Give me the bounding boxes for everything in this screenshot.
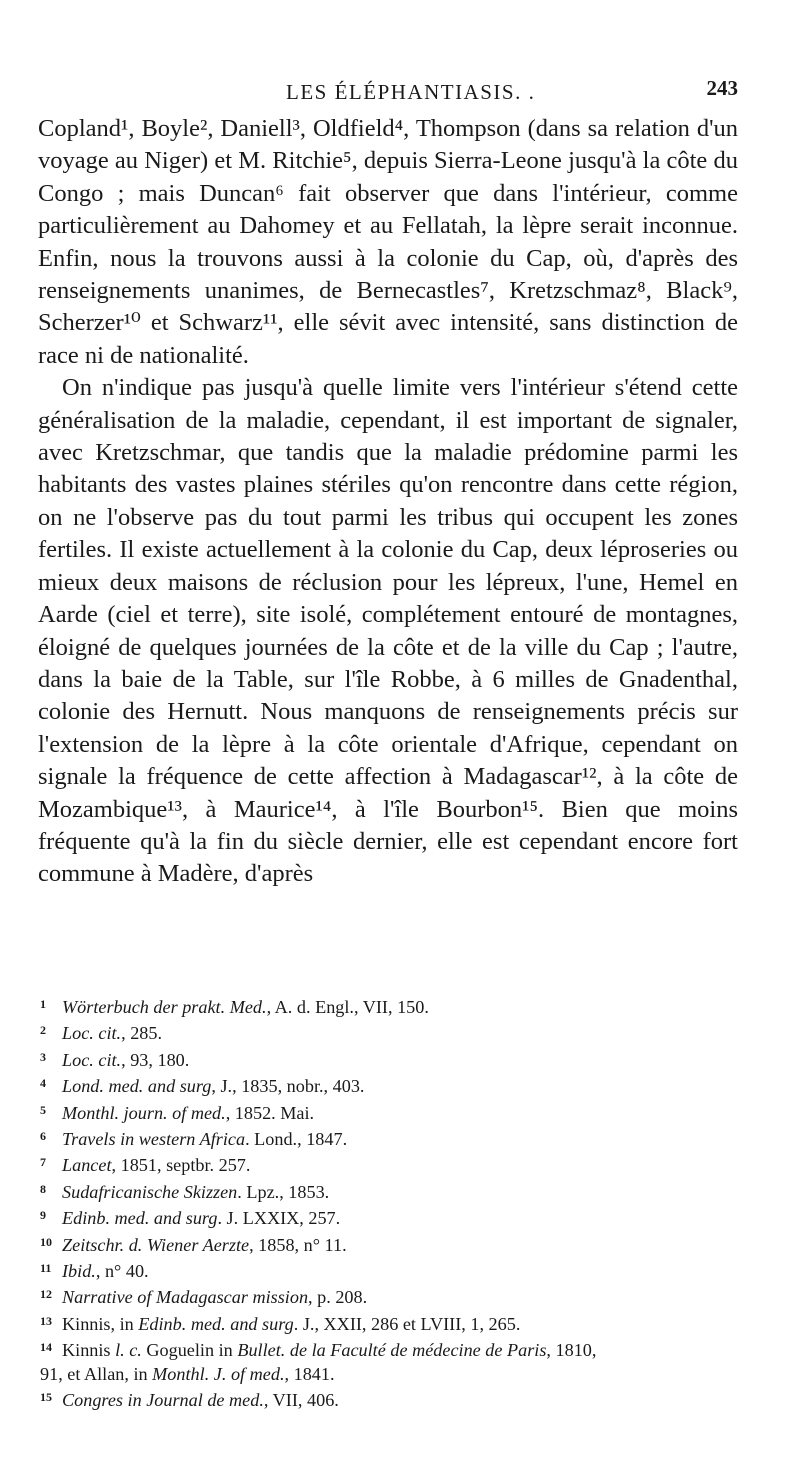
footnote-13: 13 Kinnis, in Edinb. med. and surg. J., XXII, 286 et LVIII, 1, 265. <box>40 1313 521 1334</box>
footnote-3: 3 Loc. cit., 93, 180. <box>40 1049 190 1070</box>
footnote-10: 10 Zeitschr. d. Wiener Aerzte, 1858, n° 11. <box>40 1234 347 1255</box>
footnote-14-continuation: 91, et Allan, in Monthl. J. of med., 1841. <box>40 1363 335 1384</box>
body-text <box>38 113 738 891</box>
footnote-11: 11 Ibid., n° 40. <box>40 1261 149 1282</box>
footnote-9: 9 Edinb. med. and surg. J. LXXIX, 257. <box>40 1208 341 1229</box>
footnote-12: 12 Narrative of Madagascar mission, p. 208. <box>40 1287 368 1308</box>
footnote-1: 1 Wörterbuch der prakt. Med., A. d. Engl., VII, 150. <box>40 997 429 1017</box>
paragraph-1: Copland¹, Boyle², Daniell³, Oldfield⁴, Thompson (dans sa relation d'un voyage au Niger) et M. Ritchie⁵, depuis Sierra-Leone jusqu'à la côte du Congo ; mais Duncan⁶ fait observer que dans l'intérieur, comme particulièrement au Dahomey et au Fellatah, la lèpre serait inconnue. Enfin, nous la trouvons aussi à la colonie du Cap, où, d'après des renseignements unanimes, de Bernecastles⁷, Kretzschmaz⁸, Black⁹, Scherzer¹⁰ et Schwarz¹¹, elle sévit avec intensité, sans distinction de race ni de nationalité. <box>38 115 738 369</box>
footnote-2: 2 Loc. cit., 285. <box>40 1023 163 1044</box>
page-number: 243 <box>706 76 738 100</box>
footnote-14: 14 Kinnis l. c. Goguelin in Bullet. de la Faculté de médecine de Paris, 1810, <box>40 1340 597 1361</box>
paragraph-2: On n'indique pas jusqu'à quelle limite vers l'intérieur s'étend cette généralisation de la maladie, cependant, il est important de signaler, avec Kretzschmar, que tandis que la maladie prédomine parmi les habitants des vastes plaines stériles qu'on rencontre dans cette région, on ne l'observe pas du tout parmi les tribus qui occupent les zones fertiles. Il existe actuellement à la colonie du Cap, deux léproseries ou mieux deux maisons de réclusion pour les lépreux, l'une, Hemel en Aarde (ciel et terre), site isolé, complétement entouré de montagnes, éloigné de quelques journées de la côte et de la ville du Cap ; l'autre, dans la baie de la Table, sur l'île Robbe, à 6 milles de Gnadenthal, colonie des Hernutt. Nous manquons de renseignements précis sur l'extension de la lèpre à la côte orientale d'Afrique, cependant on signale la fréquence de cette affection à Madagascar¹², à la côte de Mozambique¹³, à Maurice¹⁴, à l'île Bourbon¹⁵. Bien que moins fréquente qu'à la fin du siècle dernier, elle est cependant encore fort commune à Madère, d'après <box>38 374 738 888</box>
footnote-8: 8 Sudafricanische Skizzen. Lpz., 1853. <box>40 1181 330 1202</box>
running-title: LES ÉLÉPHANTIASIS. . <box>286 80 536 104</box>
running-header <box>38 76 738 106</box>
footnote-7: 7 Lancet, 1851, septbr. 257. <box>40 1155 251 1176</box>
footnote-15: 15 Congres in Journal de med., VII, 406. <box>40 1390 339 1411</box>
footnote-4: 4 Lond. med. and surg, J., 1835, nobr., 403. <box>40 1076 365 1097</box>
footnote-6: 6 Travels in western Africa. Lond., 1847. <box>40 1129 348 1150</box>
footnotes <box>40 993 740 1413</box>
footnote-5: 5 Monthl. journ. of med., 1852. Mai. <box>40 1102 315 1123</box>
